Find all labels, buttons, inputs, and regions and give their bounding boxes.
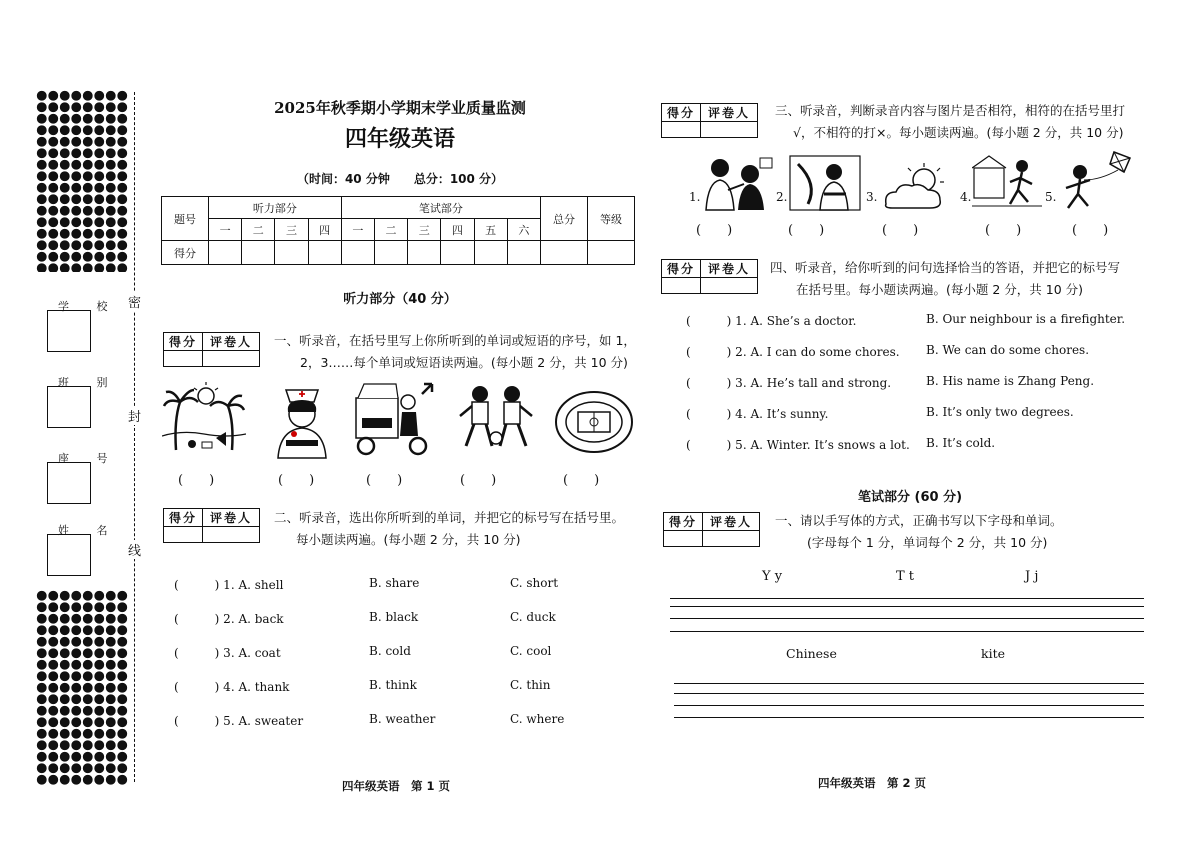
score-table-grade-header: 等级	[588, 197, 635, 241]
sec4-line2: 在括号里。每小题读两遍。(每小题 2 分，共 10 分)	[796, 282, 1084, 297]
sec2-item-3-c: C. cool	[510, 644, 552, 658]
sec2-item-5-c: C. where	[510, 712, 565, 726]
sec4-item-4-b: B. It’s only two degrees.	[926, 405, 1074, 419]
cut-line	[134, 92, 135, 782]
letter-tt: T t	[896, 569, 915, 584]
grader-score-label: 得分	[664, 513, 703, 531]
exam-title: 2025年秋季期小学期末学业质量监测	[274, 99, 526, 117]
write1-line2: (字母每个 1 分，单词每个 2 分，共 10 分)	[807, 535, 1048, 550]
sec4-item-2-b: B. We can do some chores.	[926, 343, 1090, 357]
sec3-paren-1[interactable]: ( )	[696, 223, 733, 238]
sec2-item-4-a[interactable]: ( ) 4. A. thank	[174, 680, 290, 694]
score-table-total-header: 总分	[541, 197, 588, 241]
footer-page-1: 四年级英语 第 1 页	[342, 779, 451, 793]
listening-section-title: 听力部分（40 分）	[343, 292, 457, 307]
grader-box-sec1	[163, 332, 260, 367]
sec3-paren-5[interactable]: ( )	[1072, 223, 1109, 238]
score-table-num: 一	[209, 219, 242, 241]
score-table	[161, 196, 635, 265]
score-cell[interactable]	[209, 241, 242, 265]
score-table-qnum-header: 题号	[162, 197, 209, 241]
sec2-item-3-b: B. cold	[369, 644, 411, 658]
writing-line[interactable]	[674, 693, 1144, 694]
score-table-num: 二	[374, 219, 407, 241]
score-table-num: 二	[242, 219, 275, 241]
sec3-num-5: 5.	[1045, 190, 1057, 204]
sec2-item-1-b: B. share	[369, 576, 420, 590]
sec1-paren-5[interactable]: ( )	[563, 473, 600, 488]
grader-score-label: 得分	[164, 333, 203, 351]
score-table-num: 三	[408, 219, 441, 241]
sec2-item-5-a[interactable]: ( ) 5. A. sweater	[174, 714, 304, 728]
sec2-line2: 每小题读两遍。(每小题 2 分，共 10 分)	[296, 532, 521, 547]
sec1-line2: 2，3……每个单词或短语读两遍。(每小题 2 分，共 10 分)	[300, 355, 628, 370]
sec1-paren-2[interactable]: ( )	[278, 473, 315, 488]
score-table-score-label: 得分	[162, 241, 209, 265]
sec2-line1: 二、听录音，选出你所听到的单词，并把它的标号写在括号里。	[274, 510, 625, 525]
exam-subject: 四年级英语	[344, 127, 455, 152]
score-cell[interactable]	[408, 241, 441, 265]
sec4-instruction	[770, 257, 1150, 301]
sec1-paren-1[interactable]: ( )	[178, 473, 215, 488]
sec3-num-4: 4.	[960, 190, 972, 204]
school-box[interactable]	[47, 310, 91, 352]
class-box[interactable]	[47, 386, 91, 428]
score-cell[interactable]	[341, 241, 374, 265]
sec4-item-1-b: B. Our neighbour is a firefighter.	[926, 312, 1126, 326]
sec2-item-2-b: B. black	[369, 610, 419, 624]
house-running-icon	[972, 154, 1042, 212]
grader-score-label: 得分	[662, 104, 701, 122]
grader-cell[interactable]	[164, 351, 203, 367]
grader-cell[interactable]	[203, 351, 260, 367]
sec2-item-4-b: B. think	[369, 678, 417, 692]
score-cell[interactable]	[308, 241, 341, 265]
score-cell[interactable]	[541, 241, 588, 265]
grader-cell[interactable]	[662, 278, 701, 294]
grader-box-sec4	[661, 259, 758, 294]
sec1-instruction	[274, 330, 644, 374]
sec4-item-3-b: B. His name is Zhang Peng.	[926, 374, 1095, 388]
stadium-icon	[552, 380, 636, 460]
beach-scene-icon	[162, 380, 246, 460]
sec3-instruction	[775, 100, 1155, 144]
grader-cell[interactable]	[662, 122, 701, 138]
sec3-paren-3[interactable]: ( )	[882, 223, 919, 238]
score-cell[interactable]	[474, 241, 507, 265]
grader-marker-label: 评卷人	[203, 333, 260, 351]
footer-page-2: 四年级英语 第 2 页	[818, 776, 927, 790]
name-label: 姓 名	[58, 524, 120, 537]
seat-box[interactable]	[47, 462, 91, 504]
score-table-num: 六	[507, 219, 540, 241]
grader-cell[interactable]	[203, 527, 260, 543]
score-table-listening-header: 听力部分	[209, 197, 342, 219]
boy-kite-icon	[1056, 150, 1136, 212]
grader-box-sec2	[163, 508, 260, 543]
writing-line[interactable]	[670, 598, 1144, 599]
sec2-instruction	[274, 507, 644, 551]
grader-box-write1	[663, 512, 760, 547]
word-kite: kite	[981, 646, 1005, 661]
doctor-patient-icon	[700, 154, 774, 212]
score-cell[interactable]	[275, 241, 308, 265]
sec3-paren-4[interactable]: ( )	[985, 223, 1022, 238]
grader-score-label: 得分	[164, 509, 203, 527]
firefighter-icon	[788, 154, 862, 212]
grader-cell[interactable]	[703, 531, 760, 547]
grader-score-label: 得分	[662, 260, 701, 278]
grader-box-sec3	[661, 103, 758, 138]
score-cell[interactable]	[242, 241, 275, 265]
score-table-num: 四	[441, 219, 474, 241]
letter-yy: Y y	[762, 569, 783, 584]
write1-instruction	[775, 510, 1155, 554]
score-table-writing-header: 笔试部分	[341, 197, 540, 219]
sec4-line1: 四、听录音，给你听到的问句选择恰当的答语，并把它的标号写	[770, 260, 1121, 275]
word-chinese: Chinese	[786, 646, 837, 661]
grader-marker-label: 评卷人	[701, 104, 758, 122]
sec2-item-2-a[interactable]: ( ) 2. A. back	[174, 612, 284, 626]
sec3-num-1: 1.	[689, 190, 701, 204]
score-table-num: 三	[275, 219, 308, 241]
grader-cell[interactable]	[164, 527, 203, 543]
score-cell[interactable]	[374, 241, 407, 265]
school-label: 学 校	[58, 300, 120, 313]
sec3-num-2: 2.	[776, 190, 788, 204]
sec2-item-1-a[interactable]: ( ) 1. A. shell	[174, 578, 284, 592]
score-cell[interactable]	[507, 241, 540, 265]
cut-char-mi: 密	[128, 292, 141, 311]
sec4-item-4-a[interactable]: ( ) 4. A. It’s sunny.	[686, 407, 829, 421]
sec2-item-5-b: B. weather	[369, 712, 436, 726]
score-table-num: 四	[308, 219, 341, 241]
dot-pattern-top	[36, 90, 128, 272]
sec2-item-4-c: C. thin	[510, 678, 551, 692]
grader-cell[interactable]	[664, 531, 703, 547]
writing-line[interactable]	[674, 717, 1144, 718]
cut-char-xian: 线	[128, 540, 141, 559]
score-table-num: 五	[474, 219, 507, 241]
sec4-item-2-a[interactable]: ( ) 2. A. I can do some chores.	[686, 345, 900, 359]
class-label: 班 别	[58, 376, 120, 389]
letter-jj: J j	[1025, 569, 1039, 584]
writing-line[interactable]	[670, 618, 1144, 619]
sec1-line1: 一、听录音，在括号里写上你所听到的单词或短语的序号，如 1，	[274, 333, 636, 348]
grader-cell[interactable]	[701, 278, 758, 294]
sec3-num-3: 3.	[866, 190, 878, 204]
sec2-item-1-c: C. short	[510, 576, 559, 590]
score-cell[interactable]	[441, 241, 474, 265]
sec4-item-5-b: B. It’s cold.	[926, 436, 996, 450]
exam-meta: （时间：40 分钟 总分：100 分）	[296, 172, 504, 186]
sec4-item-5-a[interactable]: ( ) 5. A. Winter. It’s snows a lot.	[686, 438, 910, 452]
sec2-item-3-a[interactable]: ( ) 3. A. coat	[174, 646, 281, 660]
dot-pattern-bottom	[36, 590, 128, 785]
sec3-paren-2[interactable]: ( )	[788, 223, 825, 238]
sec4-item-1-a[interactable]: ( ) 1. A. She’s a doctor.	[686, 314, 857, 328]
write1-line1: 一、请以手写体的方式，正确书写以下字母和单词。	[775, 513, 1063, 528]
grader-cell[interactable]	[701, 122, 758, 138]
grader-marker-label: 评卷人	[203, 509, 260, 527]
football-players-icon	[454, 380, 538, 460]
sec1-paren-3[interactable]: ( )	[366, 473, 403, 488]
score-cell[interactable]	[588, 241, 635, 265]
sec3-line2: √，不相符的打×。每小题读两遍。(每小题 2 分，共 10 分)	[793, 125, 1124, 140]
sec4-item-3-a[interactable]: ( ) 3. A. He’s tall and strong.	[686, 376, 892, 390]
sec2-item-2-c: C. duck	[510, 610, 556, 624]
writing-section-title: 笔试部分 (60 分)	[857, 490, 963, 505]
writing-line[interactable]	[670, 606, 1144, 607]
writing-line[interactable]	[670, 631, 1144, 632]
sec1-paren-4[interactable]: ( )	[460, 473, 497, 488]
seat-label: 座 号	[58, 452, 120, 465]
name-box[interactable]	[47, 534, 91, 576]
writing-line[interactable]	[674, 705, 1144, 706]
nurse-icon	[264, 380, 340, 460]
sun-clouds-icon	[878, 162, 952, 212]
sec3-line1: 三、听录音，判断录音内容与图片是否相符，相符的在括号里打	[775, 103, 1126, 118]
grader-marker-label: 评卷人	[701, 260, 758, 278]
writing-line[interactable]	[674, 683, 1144, 684]
score-table-num: 一	[341, 219, 374, 241]
grader-marker-label: 评卷人	[703, 513, 760, 531]
delivery-tricycle-icon	[352, 380, 436, 460]
cut-char-feng: 封	[128, 406, 141, 425]
